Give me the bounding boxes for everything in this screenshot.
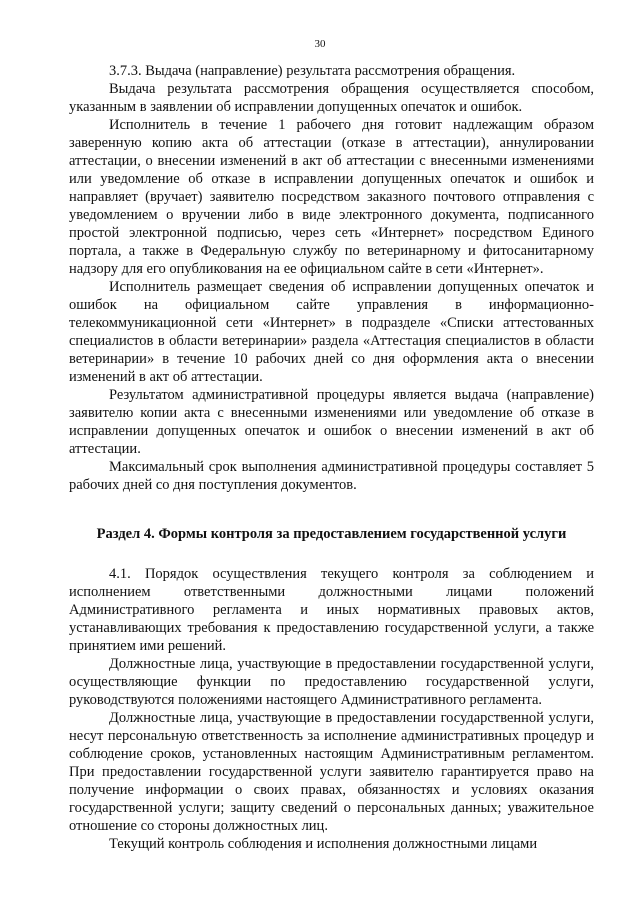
paragraph: Результатом административной процедуры является выдача (направление) заявителю копии акта с внесенными изменениями или уведомление об отказе в исправлении допущенных опечаток и ошибок о внесении изменений в акт об аттестации. bbox=[69, 387, 594, 457]
section-4-title: Раздел 4. Формы контроля за предоставлением государственной услуги bbox=[96, 526, 567, 542]
subsection-heading-3-7-3: 3.7.3. Выдача (направление) результата рассмотрения обращения. bbox=[109, 63, 516, 79]
paragraph: Должностные лица, участвующие в предоставлении государственной услуги, осуществляющие функции по предоставлению государственной услуги, руководствуются положениями настоящего Административного регламента. bbox=[69, 656, 594, 708]
paragraph: Исполнитель размещает сведения об исправлении допущенных опечаток и ошибок на официальном сайте управления в информационно-телекоммуникационной сети «Интернет» в подразделе «Списки аттестованных специалистов в области ветеринарии» раздела «Аттестация специалистов в области ветеринарии» в течение 10 рабочих дней со дня оформления акта о внесении изменений в акт об аттестации. bbox=[69, 279, 594, 385]
paragraph: Исполнитель в течение 1 рабочего дня готовит надлежащим образом заверенную копию акта об аттестации (отказе в аттестации), аннулировании аттестации, о внесении изменений в акт об аттестации с внесенными изменениями или уведомление об отказе в исправлении допущенных опечаток и ошибок и направляет (вручает) заявителю посредством заказного почтового отправления с уведомлением о вручении либо в виде электронного документа, подписанного простой электронной подписью, через сеть «Интернет» посредством Единого портала, а также в Федеральную службу по ветеринарному и фитосанитарному надзору для его опубликования на ее официальном сайте в сети «Интернет». bbox=[69, 117, 594, 277]
paragraph: Текущий контроль соблюдения и исполнения должностными лицами bbox=[109, 836, 538, 852]
paragraph: Должностные лица, участвующие в предоставлении государственной услуги, несут персональную ответственность за исполнение административных процедур и соблюдение сроков, установленных настоящим Административным регламентом. При предоставлении государственной услуги заявителю гарантируется право на получение информации о своих правах, обязанностях и условиях оказания государственной услуги; защиту сведений о персональных данных; уважительное отношение со стороны должностных лиц. bbox=[69, 710, 594, 834]
paragraph: 4.1. Порядок осуществления текущего контроля за соблюдением и исполнением ответственными должностными лицами положений Административного регламента и иных нормативных правовых актов, устанавливающих требования к предоставлению государственной услуги, а также принятием ими решений. bbox=[69, 566, 594, 654]
paragraph: Максимальный срок выполнения административной процедуры составляет 5 рабочих дней со дня поступления документов. bbox=[69, 459, 594, 493]
document-body bbox=[69, 62, 594, 853]
paragraph: Выдача результата рассмотрения обращения осуществляется способом, указанным в заявлении об исправлении допущенных опечаток и ошибок. bbox=[69, 81, 594, 115]
page-number: 30 bbox=[314, 38, 326, 50]
